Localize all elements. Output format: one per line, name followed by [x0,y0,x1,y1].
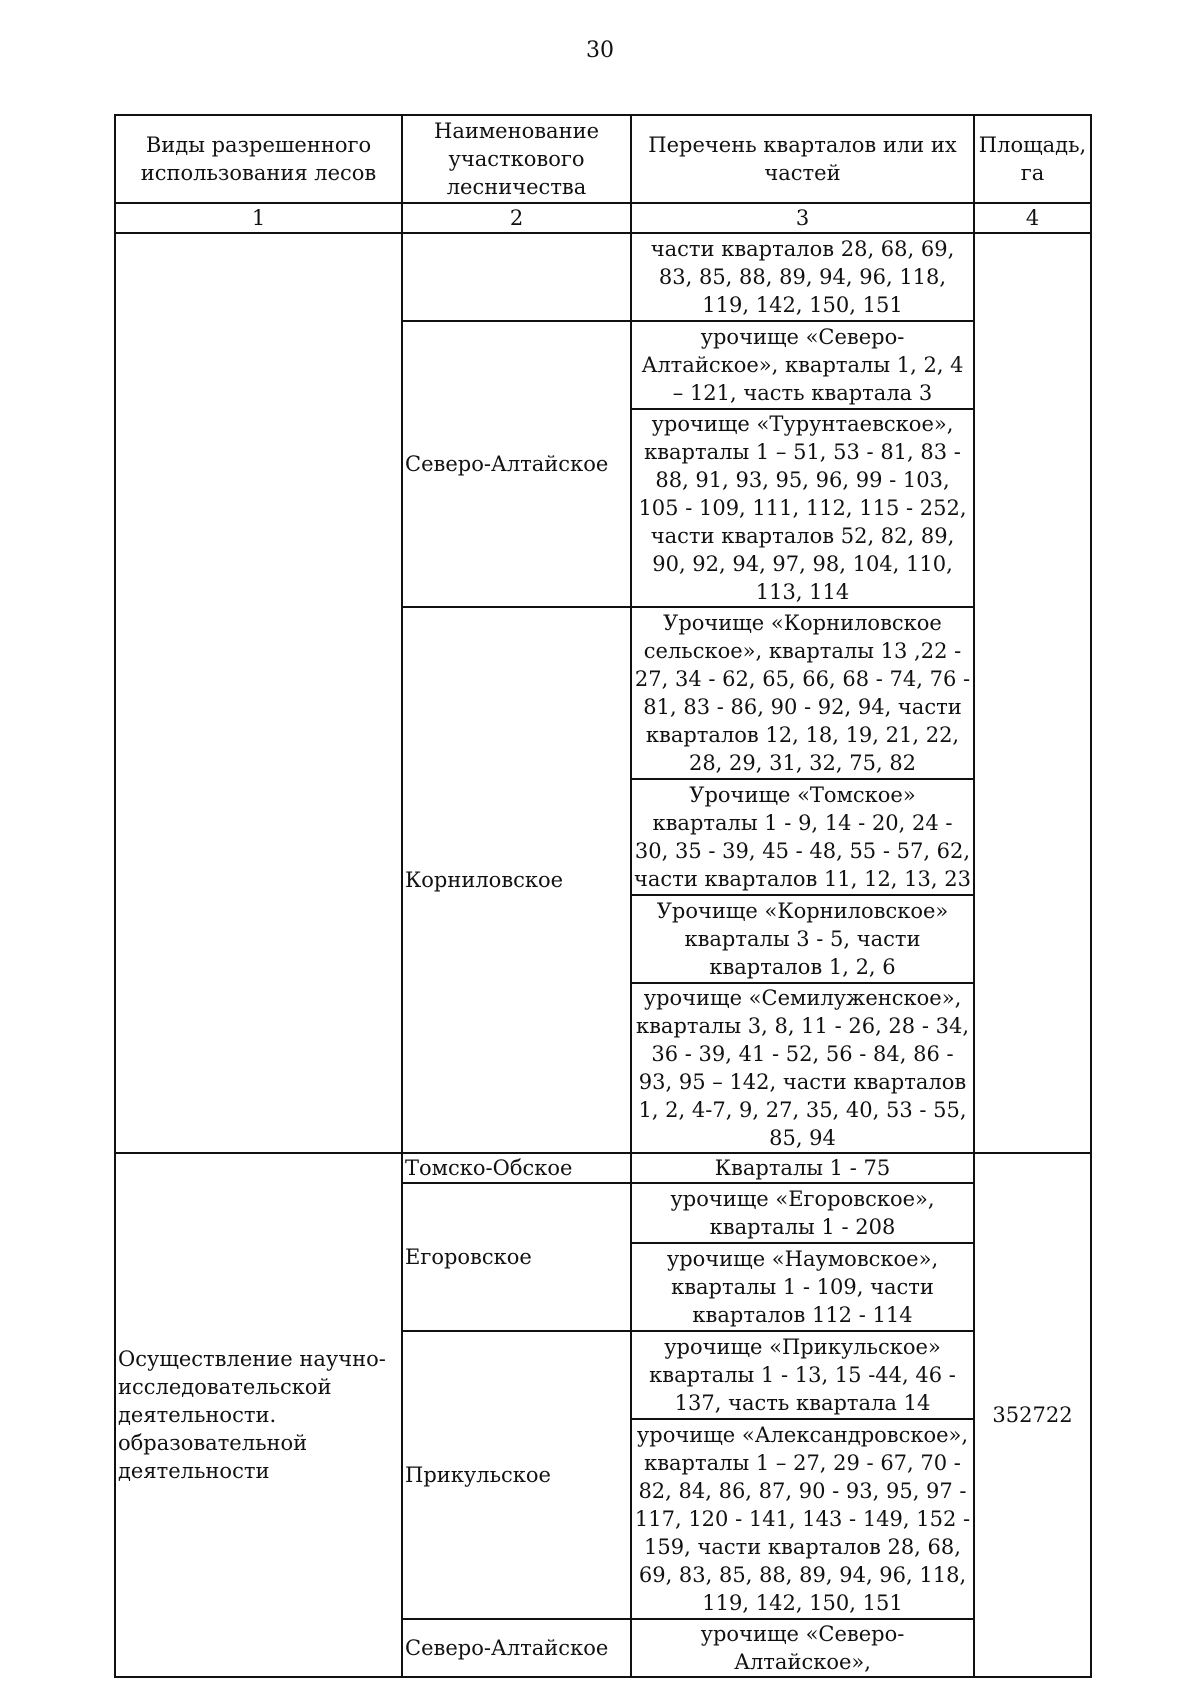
page-number: 30 [586,38,614,63]
table-row [115,1153,1091,1183]
forestry-cell: Корниловское [402,607,631,1153]
area-cell-empty [974,233,1091,1153]
quarters-cell: урочище «Егоровское», кварталы 1 - 208 [631,1183,974,1243]
forestry-cell-empty [402,233,631,321]
quarters-cell: урочище «Северо-Алтайское», [631,1619,974,1677]
quarters-cell: Урочище «Корниловское сельское», кварталы 13 ,22 - 27, 34 - 62, 65, 66, 68 - 74, 76 - 81, 83 - 86, 90 - 92, 94, части кварталов 12, 18, 19, 21, 22, 28, 29, 31, 32, 75, 82 [631,607,974,779]
column-number: 1 [115,203,402,233]
quarters-cell: урочище «Александровское», кварталы 1 – 27, 29 - 67, 70 - 82, 84, 86, 87, 90 - 93, 95, 97 - 117, 120 - 141, 143 - 149, 152 - 159, части кварталов 28, 68, 69, 83, 85, 88, 89, 94, 96, 118, 119, 142, 150, 151 [631,1419,974,1619]
usage-type-cell: Осуществление научно-исследовательской деятельности. образовательной деятельности [115,1153,402,1677]
forestry-cell: Прикульское [402,1331,631,1619]
quarters-cell: урочище «Наумовское», кварталы 1 - 109, части кварталов 112 - 114 [631,1243,974,1331]
column-number: 2 [402,203,631,233]
quarters-cell: части кварталов 28, 68, 69, 83, 85, 88, 89, 94, 96, 118, 119, 142, 150, 151 [631,233,974,321]
header-forestry-name: Наименование участкового лесничества [402,115,631,203]
forestry-cell: Северо-Алтайское [402,321,631,607]
quarters-cell: урочище «Прикульское» кварталы 1 - 13, 15 -44, 46 - 137, часть квартала 14 [631,1331,974,1419]
column-number: 4 [974,203,1091,233]
table-header-row [115,115,1091,203]
quarters-cell: Урочище «Корниловское» кварталы 3 - 5, части кварталов 1, 2, 6 [631,895,974,983]
quarters-cell: урочище «Турунтаевское», кварталы 1 – 51, 53 - 81, 83 - 88, 91, 93, 95, 96, 99 - 103, 105 - 109, 111, 112, 115 - 252, части кварталов 52, 82, 89, 90, 92, 94, 97, 98, 104, 110, 113, 114 [631,409,974,607]
quarters-cell: урочище «Северо-Алтайское», кварталы 1, 2, 4 – 121, часть квартала 3 [631,321,974,409]
header-quarters-list: Перечень кварталов или их частей [631,115,974,203]
header-area: Площадь, га [974,115,1091,203]
area-cell: 352722 [974,1153,1091,1677]
usage-type-cell-empty [115,233,402,1153]
forest-usage-table [114,114,1092,1678]
forestry-cell: Егоровское [402,1183,631,1331]
header-usage-types: Виды разрешенного использования лесов [115,115,402,203]
quarters-cell: урочище «Семилуженское», кварталы 3, 8, 11 - 26, 28 - 34, 36 - 39, 41 - 52, 56 - 84, 86 - 93, 95 – 142, части кварталов 1, 2, 4-7, 9, 27, 35, 40, 53 - 55, 85, 94 [631,983,974,1153]
forestry-cell: Северо-Алтайское [402,1619,631,1677]
quarters-cell: Урочище «Томское» кварталы 1 - 9, 14 - 20, 24 - 30, 35 - 39, 45 - 48, 55 - 57, 62, части кварталов 11, 12, 13, 23 [631,779,974,895]
column-numbering-row [115,203,1091,233]
column-number: 3 [631,203,974,233]
quarters-cell: Кварталы 1 - 75 [631,1153,974,1183]
table-row [115,233,1091,321]
forestry-cell: Томско-Обское [402,1153,631,1183]
